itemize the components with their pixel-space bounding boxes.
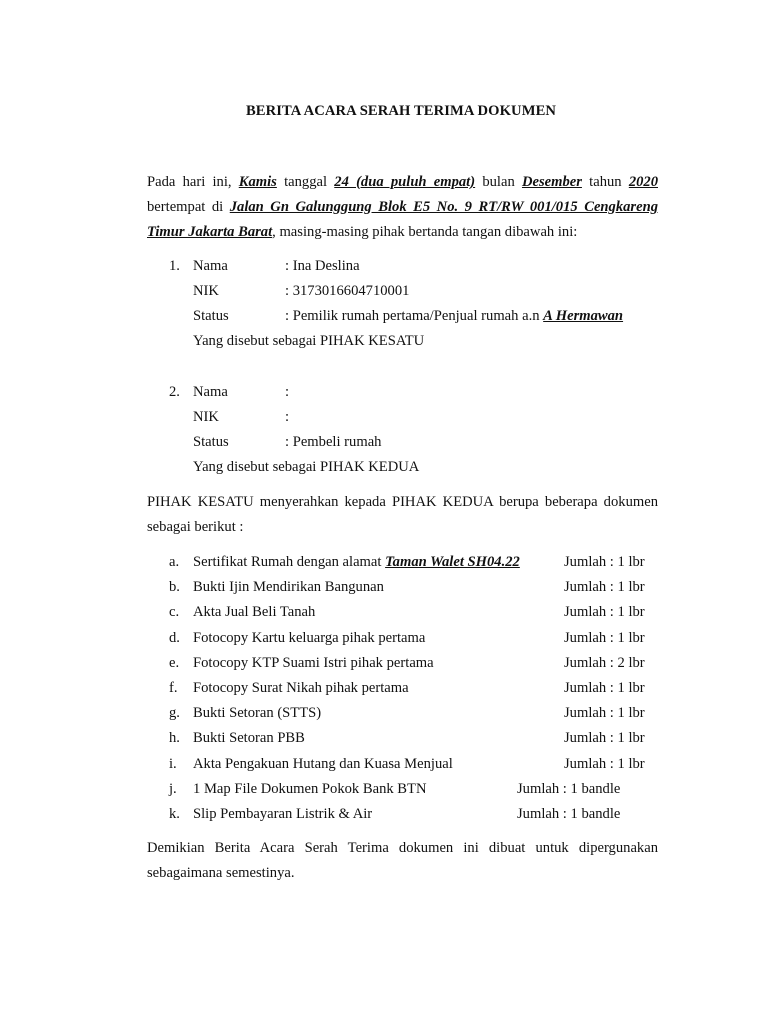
document-item-name [193, 550, 520, 575]
document-item [0, 575, 768, 600]
document-item-letter: j. [169, 780, 177, 797]
document-item-name [193, 676, 409, 701]
document-item-quantity: Jumlah : 1 lbr [564, 705, 645, 722]
document-item-quantity: Jumlah : 1 bandle [517, 780, 621, 797]
document-item-letter: a. [169, 554, 180, 570]
party1-name-row [0, 254, 768, 279]
party2-number: 2. [169, 384, 180, 400]
party1-designation-row [0, 329, 768, 354]
document-item-quantity: Jumlah : 1 lbr [564, 680, 645, 696]
document-item-letter: b. [169, 579, 180, 596]
document-item-quantity: Jumlah : 2 lbr [564, 654, 645, 671]
document-item [0, 676, 768, 701]
document-item-text: Fotocopy Surat Nikah pihak pertama [193, 680, 409, 696]
document-item [0, 626, 768, 651]
document-item-name [193, 651, 434, 676]
party1-name-label: Nama [193, 258, 228, 274]
intro-text-2: tanggal [276, 174, 335, 190]
party2-status-value: : Pembeli rumah [285, 434, 382, 450]
document-item-text: 1 Map File Dokumen Pokok Bank BTN [193, 780, 427, 797]
intro-text-6: , masing-masing pihak bertanda tangan dibawah ini: [272, 224, 578, 240]
party2-status-row [0, 430, 768, 455]
document-item-quantity: Jumlah : 1 lbr [564, 755, 645, 772]
document-title: BERITA ACARA SERAH TERIMA DOKUMEN [245, 103, 557, 119]
document-item [0, 777, 768, 802]
document-item [0, 600, 768, 625]
party2-nik-row [0, 405, 768, 430]
document-item-letter: d. [169, 629, 180, 646]
document-item-text: Akta Pengakuan Hutang dan Kuasa Menjual [193, 755, 453, 772]
party2-nik-label: NIK [193, 409, 219, 425]
document-item [0, 701, 768, 726]
document-item-text: Akta Jual Beli Tanah [193, 604, 316, 621]
document-item-letter: e. [169, 654, 180, 671]
party1-name-value: : Ina Deslina [285, 258, 360, 274]
party1-nik-row [0, 279, 768, 304]
party2-name-row [0, 380, 768, 405]
party2-designation: Yang disebut sebagai PIHAK KEDUA [193, 459, 420, 475]
document-item-letter: i. [169, 755, 177, 772]
intro-paragraph [147, 170, 658, 245]
document-item-quantity: Jumlah : 1 lbr [564, 730, 645, 747]
document-item-letter: h. [169, 730, 180, 747]
document-item-quantity: Jumlah : 1 bandle [517, 806, 621, 822]
document-item [0, 651, 768, 676]
party1-nik-label: NIK [193, 283, 219, 299]
party1-nik-value: : 3173016604710001 [285, 283, 410, 299]
party2-designation-row [0, 455, 768, 480]
document-item-name [193, 575, 384, 600]
party2-nik-value: : [285, 409, 290, 425]
intro-text-3: bulan [475, 174, 522, 190]
document-item-letter: g. [169, 705, 180, 722]
document-item-text: Bukti Setoran PBB [193, 730, 305, 747]
document-item-text: Bukti Ijin Mendirikan Bangunan [193, 579, 384, 596]
document-item-name [193, 701, 321, 726]
handover-paragraph: PIHAK KESATU menyerahkan kepada PIHAK KEDUA berupa beberapa dokumen sebagai berikut : [147, 494, 658, 535]
intro-text-1: Pada hari ini, [147, 174, 239, 190]
document-item-quantity: Jumlah : 1 lbr [564, 604, 645, 621]
intro-text-4: tahun [581, 174, 629, 190]
document-item-quantity: Jumlah : 1 lbr [564, 579, 645, 596]
document-item-text: Fotocopy KTP Suami Istri pihak pertama [193, 654, 434, 671]
document-item-emphasis: Taman Walet SH04.22 [385, 554, 520, 570]
document-item-name [193, 626, 425, 651]
document-item [0, 752, 768, 777]
document-item-letter: c. [169, 604, 180, 621]
party1-designation: Yang disebut sebagai PIHAK KESATU [193, 333, 425, 349]
document-item-name [193, 600, 315, 625]
document-item-quantity: Jumlah : 1 lbr [564, 629, 645, 646]
party1-status-name: A Hermawan [543, 308, 624, 324]
document-item-letter: k. [169, 806, 180, 822]
party1-status-label: Status [193, 308, 229, 324]
document-item [0, 802, 768, 827]
closing-paragraph: Demikian Berita Acara Serah Terima dokumen ini dibuat untuk dipergunakan sebagaimana semestinya. [147, 840, 658, 881]
party2-name-label: Nama [193, 384, 228, 400]
party2-status-label: Status [193, 434, 229, 450]
document-item-quantity: Jumlah : 1 lbr [564, 554, 645, 570]
intro-place: Jalan Gn Galunggung Blok E5 No. 9 RT/RW 001/015 Cengkareng Timur Jakarta Barat [147, 199, 658, 240]
intro-day: Kamis [238, 174, 277, 190]
document-item-text: Bukti Setoran (STTS) [193, 705, 322, 722]
document-item-name [193, 777, 427, 802]
party1-status-text: : Pemilik rumah pertama/Penjual rumah a.n [285, 308, 544, 324]
document-item [0, 550, 768, 575]
document-item-text: Sertifikat Rumah dengan alamat [193, 554, 386, 570]
party1-number: 1. [169, 258, 180, 274]
document-item-text: Slip Pembayaran Listrik & Air [193, 806, 373, 822]
document-item-name [193, 726, 305, 751]
document-item-text: Fotocopy Kartu keluarga pihak pertama [193, 629, 426, 646]
document-item-letter: f. [169, 680, 178, 696]
document-item [0, 726, 768, 751]
intro-year: 2020 [628, 174, 658, 190]
party2-name-value: : [285, 384, 290, 400]
intro-text-5: bertempat di [147, 199, 230, 215]
party1-status-value [285, 304, 623, 329]
document-item-name [193, 802, 372, 827]
document-item-name [193, 752, 453, 777]
intro-date: 24 (dua puluh empat) [334, 174, 476, 190]
intro-month: Desember [521, 174, 582, 190]
party1-status-row [0, 304, 768, 329]
